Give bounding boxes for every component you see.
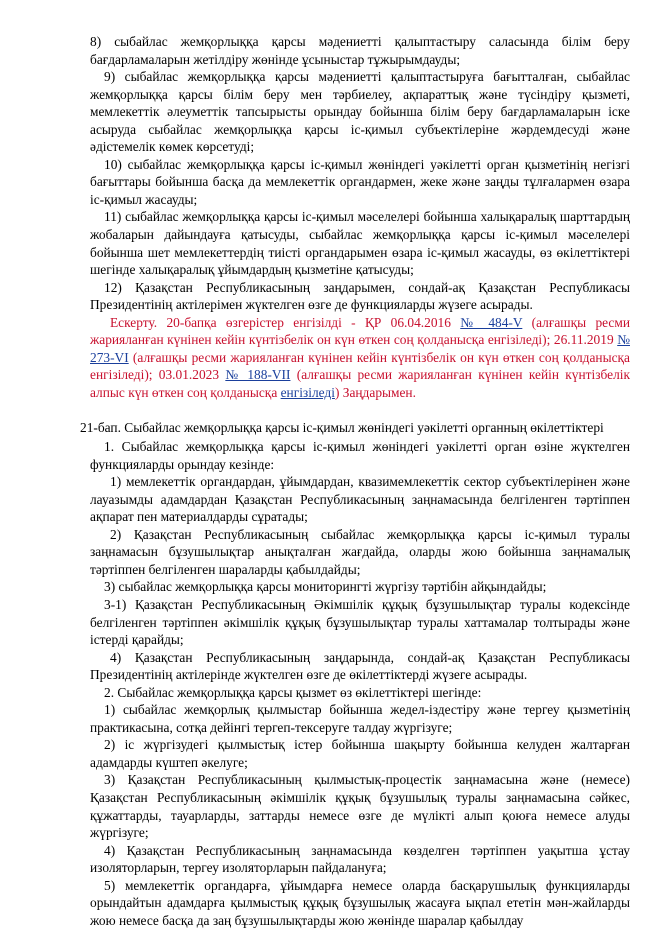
amendment-note <box>90 314 630 402</box>
document-body <box>80 33 631 929</box>
list-item: 8) сыбайлас жемқорлыққа қарсы мәдениетті қалыптастыру саласында білім беру бағдарламаларын жетілдіру жөнінде ұсыныстар тұжырымдауды; <box>90 34 630 67</box>
article-title: 21-бап. Сыбайлас жемқорлыққа қарсы іс-қимыл жөніндегі уәкілетті органның өкілеттіктері <box>80 420 604 436</box>
list-item: 1) сыбайлас жемқорлық қылмыстар бойынша жедел-іздестіру және тергеу қызметінің практикасына, сотқа дейінгі тергеп-тексеруге талдау жүргізуге; <box>90 702 630 735</box>
note-text: ) Заңдарымен. <box>334 384 416 400</box>
article-paragraph: 1. Сыбайлас жемқорлыққа қарсы іс-қимыл жөніндегі уәкілетті орган өзіне жүктелген функцияларды орындау кезінде: <box>90 439 630 472</box>
note-text: Ескерту. 20-бапқа өзгерістер енгізілді - ҚР 06.04.2016 <box>110 314 461 330</box>
law-link-enacted[interactable]: енгізіледі <box>280 384 335 400</box>
list-item: 3) сыбайлас жемқорлыққа қарсы мониторингті жүргізу тәртібін айқындайды; <box>104 579 547 595</box>
list-item: 2) іс жүргізудегі қылмыстық істер бойынша шақырту бойынша келуден жалтарған адамдарды күштеп әкелуге; <box>90 737 630 770</box>
list-item: 11) сыбайлас жемқорлыққа қарсы іс-қимыл мәселелері бойынша халықаралық шарттардың жобаларын дайындауға қатысуды, сыбайлас жемқорлыққа қарсы іс-қимыл мәселелері бойынша шет мемлекеттердің тиісті органдарымен өзара іс-қимыл жасауды, өз өкілеттіктері шегінде халықаралық ұйымдардың қызметіне қатысуды; <box>90 209 630 278</box>
note-text: (алғашқы ресми жарияланған күнінен кейін күнтізбелік он күн өткен соң қолданысқа енгізіледі); 26.11.2019 <box>90 314 630 348</box>
list-item: 5) мемлекеттік органдарға, ұйымдарға немесе оларда басқарушылық функцияларды орындайтын адамдарға қылмыстық құқық бұзушылық жасауға ықпал ететін мән-жайларды жою немесе басқа да заң бұзушылықтарды жою жөнінде шаралар қабылдау <box>90 877 630 928</box>
note-text: (алғашқы ресми жарияланған күнінен кейін күнтізбелік он күн өткен соң қолданысқа енгізіледі); 03.01.2023 <box>90 349 630 383</box>
article-paragraph: 2. Сыбайлас жемқорлыққа қарсы қызмет өз өкілеттіктері шегінде: <box>104 684 482 700</box>
list-item: 4) Қазақстан Республикасының заңнамасында көзделген тәртіппен уақытша ұстау изоляторларын, тергеу изоляторларын пайдалануға; <box>90 842 630 876</box>
list-item: 12) Қазақстан Республикасының заңдарымен, сондай-ақ Қазақстан Республикасы Президентінің актілерімен жүктелген өзге де функцияларды жүзеге асырады. <box>90 279 630 313</box>
list-item: 1) мемлекеттік органдардан, ұйымдардан, квазимемлекеттік сектор субъектілерінен және лауазымды адамдардан Қазақстан Республикасының заңнамасында белгіленген тәртіппен ақпарат пен материалдарды сұратады; <box>90 474 630 525</box>
list-item: 9) сыбайлас жемқорлыққа қарсы мәдениетті қалыптастыруға бағытталған, сыбайлас жемқорлыққа қарсы білім беру мен тәрбиелеу, ақпараттық және түсіндіру қызметі, мемлекеттік әлеуметтік тапсырысты орындау бойынша білім беру бағдарламаларын іске асыруда сыбайлас жемқорлыққа қарсы іс-қимыл субъектілеріне жәрдемдесуді және әдістемелік көмек көрсетуді; <box>90 69 630 155</box>
list-item: 10) сыбайлас жемқорлыққа қарсы іс-қимыл жөніндегі уәкілетті орган қызметінің негізгі бағыттары бойынша басқа да мемлекеттік органдармен, жеке және заңды тұлғалармен өзара іс-қимыл жасауды; <box>90 156 630 207</box>
list-item: 2) Қазақстан Республикасының сыбайлас жемқорлыққа қарсы іс-қимыл туралы заңнамасын бұзушылықтар анықталған жағдайда, оларды жою бойынша заңнамалық тәртіппен белгіленген шараларды қабылдайды; <box>90 526 630 577</box>
list-item: 3-1) Қазақстан Республикасының Әкімшілік құқық бұзушылықтар туралы кодексінде белгіленген тәртіппен әкімшілік құқық бұзушылықтар туралы хаттамалар толтырады және істерді қарайды; <box>90 596 630 648</box>
law-link-273-vi[interactable]: № 273-VI <box>90 332 630 365</box>
law-link-484-v[interactable]: № 484-V <box>460 314 523 330</box>
note-text: (алғашқы ресми жарияланған күнінен кейін күнтізбелік алпыс күн өткен соң қолданысқа <box>90 367 631 400</box>
list-item: 3) Қазақстан Республикасының қылмыстық-процестік заңнамасына және (немесе) Қазақстан Республикасының әкімшілік құқық бұзушылық туралы заңнамасына сәйкес, құжаттарды, тауарларды, заттарды немесе өзге де мүлікті алып қоюға немесе алуды жүргізуге; <box>90 772 630 841</box>
list-item: 4) Қазақстан Республикасының заңдарында, сондай-ақ Қазақстан Республикасы Президентінің актілерінде жүктелген өзге де өкілеттіктерді жүзеге асырады. <box>90 649 630 683</box>
law-link-188-vii[interactable]: № 188-VII <box>225 367 291 383</box>
